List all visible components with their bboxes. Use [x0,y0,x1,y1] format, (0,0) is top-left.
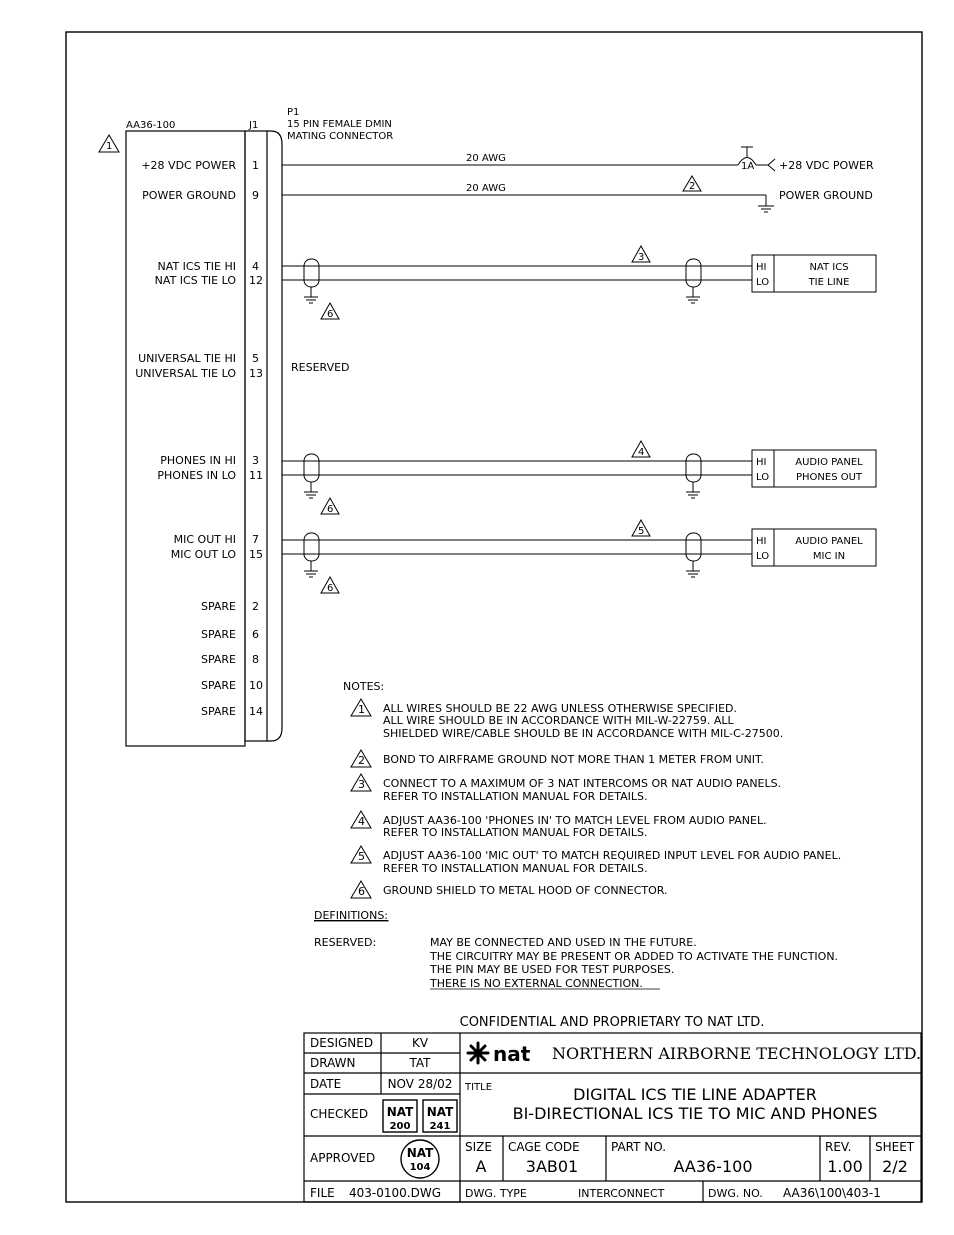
definition-line: THE CIRCUITRY MAY BE PRESENT OR ADDED TO ACTIVATE THE FUNCTION. [430,950,839,963]
note-flag-4 [632,441,650,458]
file-label: FILE [310,1186,335,1200]
cage-label: CAGE CODE [508,1140,580,1154]
pin-number: 15 [249,548,263,561]
star-icon [468,1043,488,1063]
svg-text:6: 6 [327,309,334,320]
p1-desc-2: MATING CONNECTOR [287,131,394,142]
note-line: ADJUST AA36-100 'MIC OUT' TO MATCH REQUIRED INPUT LEVEL FOR AUDIO PANEL. [383,849,842,862]
company-name: NORTHERN AIRBORNE TECHNOLOGY LTD. [552,1044,922,1063]
p1-label: P1 [287,107,300,118]
note-line: ALL WIRE SHOULD BE IN ACCORDANCE WITH MIL-W-22759. ALL [383,714,734,727]
checked-stamp-1 [383,1100,417,1132]
designed-value: KV [411,1036,429,1050]
pin-number: 14 [249,705,263,718]
sheet-label: SHEET [875,1140,915,1154]
note-flag-5 [632,520,650,537]
svg-text:241: 241 [429,1121,451,1132]
dwg-no-label: DWG. NO. [708,1187,763,1200]
definition-line: MAY BE CONNECTED AND USED IN THE FUTURE. [430,936,697,949]
definition-term: RESERVED: [314,936,377,949]
approved-stamp [401,1140,439,1178]
dwg-type-value: INTERCONNECT [578,1187,665,1200]
pin-label: SPARE [200,679,236,692]
shielded-pair-ics-tie [282,259,752,303]
ground-destination: POWER GROUND [779,189,873,202]
note-line: REFER TO INSTALLATION MANUAL FOR DETAILS. [383,790,648,803]
pin-label: SPARE [200,705,236,718]
svg-text:6: 6 [327,504,334,515]
nat-logo [468,1042,531,1066]
svg-text:6: 6 [327,583,334,594]
power-wire [282,153,738,165]
pin-label: +28 VDC POWER [141,159,236,172]
date-label: DATE [310,1077,342,1091]
note-flag-6-b [321,498,339,515]
note-number: 4 [358,815,365,828]
pin-label: NAT ICS TIE LO [154,274,236,287]
logo-wordmark: nat [493,1042,531,1066]
pin-number: 10 [249,679,263,692]
pin-label: SPARE [200,628,236,641]
cage-value: 3AB01 [525,1157,579,1176]
note-number: 3 [358,778,365,791]
svg-text:2: 2 [689,181,696,192]
svg-text:5: 5 [638,526,645,537]
svg-text:104: 104 [409,1162,431,1173]
drawn-value: TAT [409,1056,431,1070]
size-value: A [475,1157,487,1176]
svg-text:NAT: NAT [386,1105,414,1119]
pin-label: NAT ICS TIE HI [157,260,236,273]
checked-label: CHECKED [310,1107,369,1121]
pin-list [135,159,263,718]
note-line: CONNECT TO A MAXIMUM OF 3 NAT INTERCOMS OR NAT AUDIO PANELS. [383,777,782,790]
svg-text:3: 3 [638,252,645,263]
note-line: BOND TO AIRFRAME GROUND NOT MORE THAN 1 METER FROM UNIT. [383,753,764,766]
notes-heading: NOTES: [343,680,385,693]
fuse-symbol [738,147,775,172]
rev-label: REV. [825,1140,852,1154]
svg-text:PHONES OUT: PHONES OUT [795,472,863,483]
device-ics-tie-line [752,255,876,292]
svg-text:TIE LINE: TIE LINE [808,277,850,288]
svg-text:1: 1 [106,141,113,152]
shielded-pair-phones [282,454,752,498]
pin-number: 5 [252,352,259,365]
pin-label: SPARE [200,653,236,666]
definition-line: THERE IS NO EXTERNAL CONNECTION. [430,977,643,990]
svg-text:1A: 1A [741,161,755,172]
pin-number: 6 [252,628,259,641]
connector-p1-outline [267,131,282,741]
svg-text:LO: LO [756,551,770,562]
svg-text:HI: HI [756,536,767,547]
rev-value: 1.00 [827,1157,863,1176]
svg-text:20 AWG: 20 AWG [466,183,506,194]
title-label: TITLE [465,1082,493,1093]
pin-label: UNIVERSAL TIE LO [135,367,236,380]
connector-label: J1 [249,120,259,131]
device-audio-panel-phones-out [752,450,876,487]
note-line: GROUND SHIELD TO METAL HOOD OF CONNECTOR. [383,884,668,897]
drawn-label: DRAWN [310,1056,356,1070]
note-flag-1 [99,135,119,152]
svg-text:HI: HI [756,262,767,273]
connector-j1-box [245,131,267,741]
svg-text:20 AWG: 20 AWG [466,153,506,164]
note-number: 1 [358,703,365,716]
svg-text:NAT ICS: NAT ICS [809,262,849,273]
svg-text:LO: LO [756,472,770,483]
dwg-type-label: DWG. TYPE [465,1187,527,1200]
title-block-footer [310,1186,881,1200]
svg-text:LO: LO [756,277,770,288]
note-flag-6-a [321,303,339,320]
pin-number: 9 [252,189,259,202]
reserved-label: RESERVED [291,361,350,374]
pin-number: 8 [252,653,259,666]
designed-label: DESIGNED [310,1036,374,1050]
note-line: REFER TO INSTALLATION MANUAL FOR DETAILS. [383,862,648,875]
svg-text:NAT: NAT [426,1105,454,1119]
note-line: ADJUST AA36-100 'PHONES IN' TO MATCH LEVEL FROM AUDIO PANEL. [383,814,767,827]
pin-number: 12 [249,274,263,287]
shielded-pair-mic [282,533,752,577]
approved-label: APPROVED [310,1151,376,1165]
device-audio-panel-mic-in [752,529,876,566]
note-line: SHIELDED WIRE/CABLE SHOULD BE IN ACCORDANCE WITH MIL-C-27500. [383,727,784,740]
pin-number: 4 [252,260,259,273]
note-number: 2 [358,754,365,767]
date-value: NOV 28/02 [387,1077,453,1091]
svg-text:HI: HI [756,457,767,468]
svg-text:NAT: NAT [406,1146,434,1160]
pin-number: 13 [249,367,263,380]
size-label: SIZE [465,1140,492,1154]
pin-label: UNIVERSAL TIE HI [138,352,236,365]
svg-text:AUDIO PANEL: AUDIO PANEL [795,457,863,468]
note-flag-3 [632,246,650,263]
checked-stamp-2 [423,1100,457,1132]
notes-section [343,680,841,898]
title-block-ids [465,1140,915,1176]
pin-label: PHONES IN HI [160,454,236,467]
drawing-title-line-1: DIGITAL ICS TIE LINE ADAPTER [573,1085,817,1104]
unit-part-label: AA36-100 [126,120,176,131]
pin-label: MIC OUT HI [173,533,236,546]
pin-number: 7 [252,533,259,546]
pin-number: 1 [252,159,259,172]
note-number: 5 [358,850,365,863]
sheet-value: 2/2 [882,1157,908,1176]
part-label: PART NO. [611,1140,667,1154]
pin-label: MIC OUT LO [170,548,236,561]
note-flag-6-c [321,577,339,594]
svg-text:MIC IN: MIC IN [812,551,846,562]
note-line: ALL WIRES SHOULD BE 22 AWG UNLESS OTHERWISE SPECIFIED. [383,702,737,715]
file-value: 403-0100.DWG [349,1186,441,1200]
dwg-no-value: AA36\100\403-1 [783,1186,881,1200]
pin-label: POWER GROUND [142,189,236,202]
part-value: AA36-100 [673,1157,753,1176]
pin-label: PHONES IN LO [157,469,236,482]
note-flag-2 [683,176,701,192]
ground-wire [282,183,774,212]
confidential-notice: CONFIDENTIAL AND PROPRIETARY TO NAT LTD. [459,1015,765,1030]
power-destination: +28 VDC POWER [779,159,874,172]
pin-number: 2 [252,600,259,613]
svg-text:4: 4 [638,447,645,458]
note-number: 6 [358,885,365,898]
note-line: REFER TO INSTALLATION MANUAL FOR DETAILS. [383,826,648,839]
definitions-section [314,909,838,990]
svg-text:AUDIO PANEL: AUDIO PANEL [795,536,863,547]
pin-label: SPARE [200,600,236,613]
pin-number: 11 [249,469,263,482]
definition-line: THE PIN MAY BE USED FOR TEST PURPOSES. [430,963,675,976]
drawing-title-line-2: BI-DIRECTIONAL ICS TIE TO MIC AND PHONES [512,1104,878,1123]
p1-desc-1: 15 PIN FEMALE DMIN [287,119,392,130]
svg-text:200: 200 [389,1121,411,1132]
definitions-heading: DEFINITIONS: [314,909,389,922]
pin-number: 3 [252,454,259,467]
